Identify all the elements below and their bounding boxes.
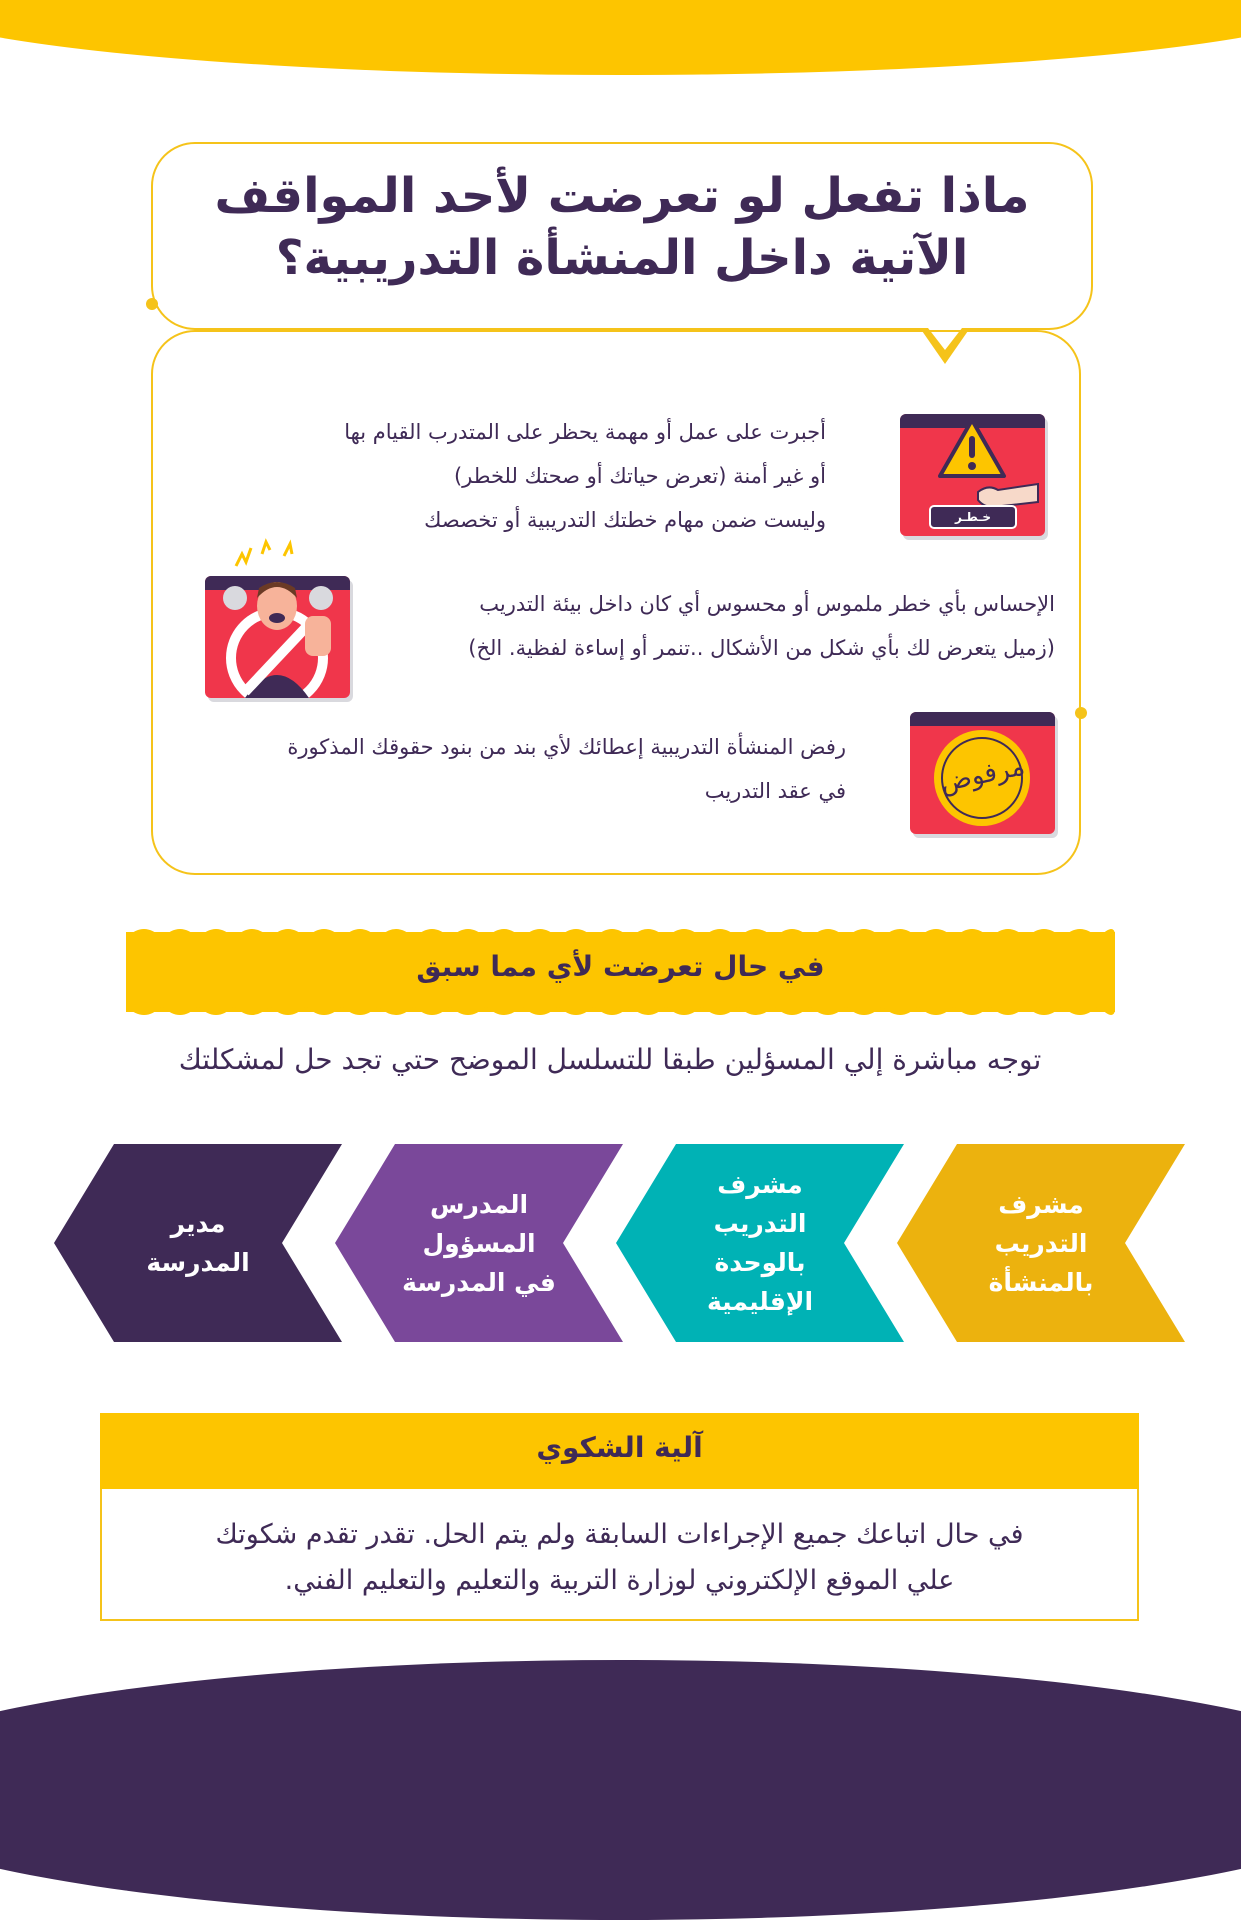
- situation-2-text: [385, 582, 1055, 670]
- angry-man-stop-icon: [205, 576, 350, 698]
- top-decoration: [0, 0, 1241, 75]
- danger-label: خـطـر: [954, 510, 991, 524]
- step-facility-supervisor: [897, 1144, 1185, 1342]
- decor-dot: [146, 298, 158, 310]
- banner-wave-bottom: [126, 1006, 1115, 1024]
- step-1-label: مشرف التدريب بالمنشأة: [988, 1189, 1094, 1297]
- step-3-label: المدرس المسؤول في المدرسة: [402, 1189, 556, 1297]
- situation-3-text: [200, 725, 846, 813]
- step-2-label: مشرف التدريب بالوحدة الإقليمية: [706, 1170, 814, 1316]
- rejected-stamp-icon: [910, 712, 1055, 834]
- page-title: [151, 165, 1093, 289]
- rejected-label: مرفوض: [937, 751, 1028, 799]
- situation-3-line-2: في عقد التدريب: [704, 779, 846, 803]
- bottom-decoration: [0, 1660, 1241, 1920]
- situation-3-line-1: رفض المنشأة التدريبية إعطائك لأي بند من بنود حقوقك المذكورة: [287, 735, 846, 759]
- danger-warning-icon: [900, 414, 1045, 536]
- step-school-teacher: [335, 1144, 623, 1342]
- title-line-1: ماذا تفعل لو تعرضت لأحد المواقف: [214, 168, 1030, 224]
- decor-dot: [1075, 707, 1087, 719]
- situation-1-line-1: أجبرت على عمل أو مهمة يحظر على المتدرب القيام بها: [344, 420, 826, 444]
- situation-1-line-3: وليست ضمن مهام خطتك التدريبية أو تخصصك: [424, 508, 826, 532]
- complaint-title: آلية الشكوي: [536, 1431, 703, 1464]
- complaint-line-1: في حال اتباعك جميع الإجراءات السابقة ولم يتم الحل. تقدر تقدم شكوتك: [215, 1519, 1024, 1550]
- situation-1-line-2: أو غير أمنة (تعرض حياتك أو صحتك للخطر): [453, 464, 826, 488]
- title-line-2: الآتية داخل المنشأة التدريبية؟: [275, 230, 969, 286]
- step-regional-supervisor: [616, 1144, 904, 1342]
- anger-spark-icon: [228, 536, 308, 576]
- situation-2-line-2: (زميل يتعرض لك بأي شكل من الأشكال ..تنمر أو إساءة لفظية. الخ): [468, 636, 1055, 660]
- instruction-text: توجه مباشرة إلي المسؤلين طبقا للتسلسل الموضح حتي تجد حل لمشكلتك: [178, 1043, 1042, 1076]
- step-school-principal: [54, 1144, 342, 1342]
- complaint-line-2: علي الموقع الإلكتروني لوزارة التربية والتعليم والتعليم الفني.: [284, 1565, 955, 1596]
- step-4-label: مدير المدرسة: [146, 1209, 250, 1277]
- situation-2-line-1: الإحساس بأي خطر ملموس أو محسوس أي كان داخل بيئة التدريب: [479, 592, 1055, 616]
- situation-1-text: [230, 410, 826, 542]
- complaint-text: [120, 1512, 1119, 1604]
- banner-title: في حال تعرضت لأي مما سبق: [416, 950, 825, 983]
